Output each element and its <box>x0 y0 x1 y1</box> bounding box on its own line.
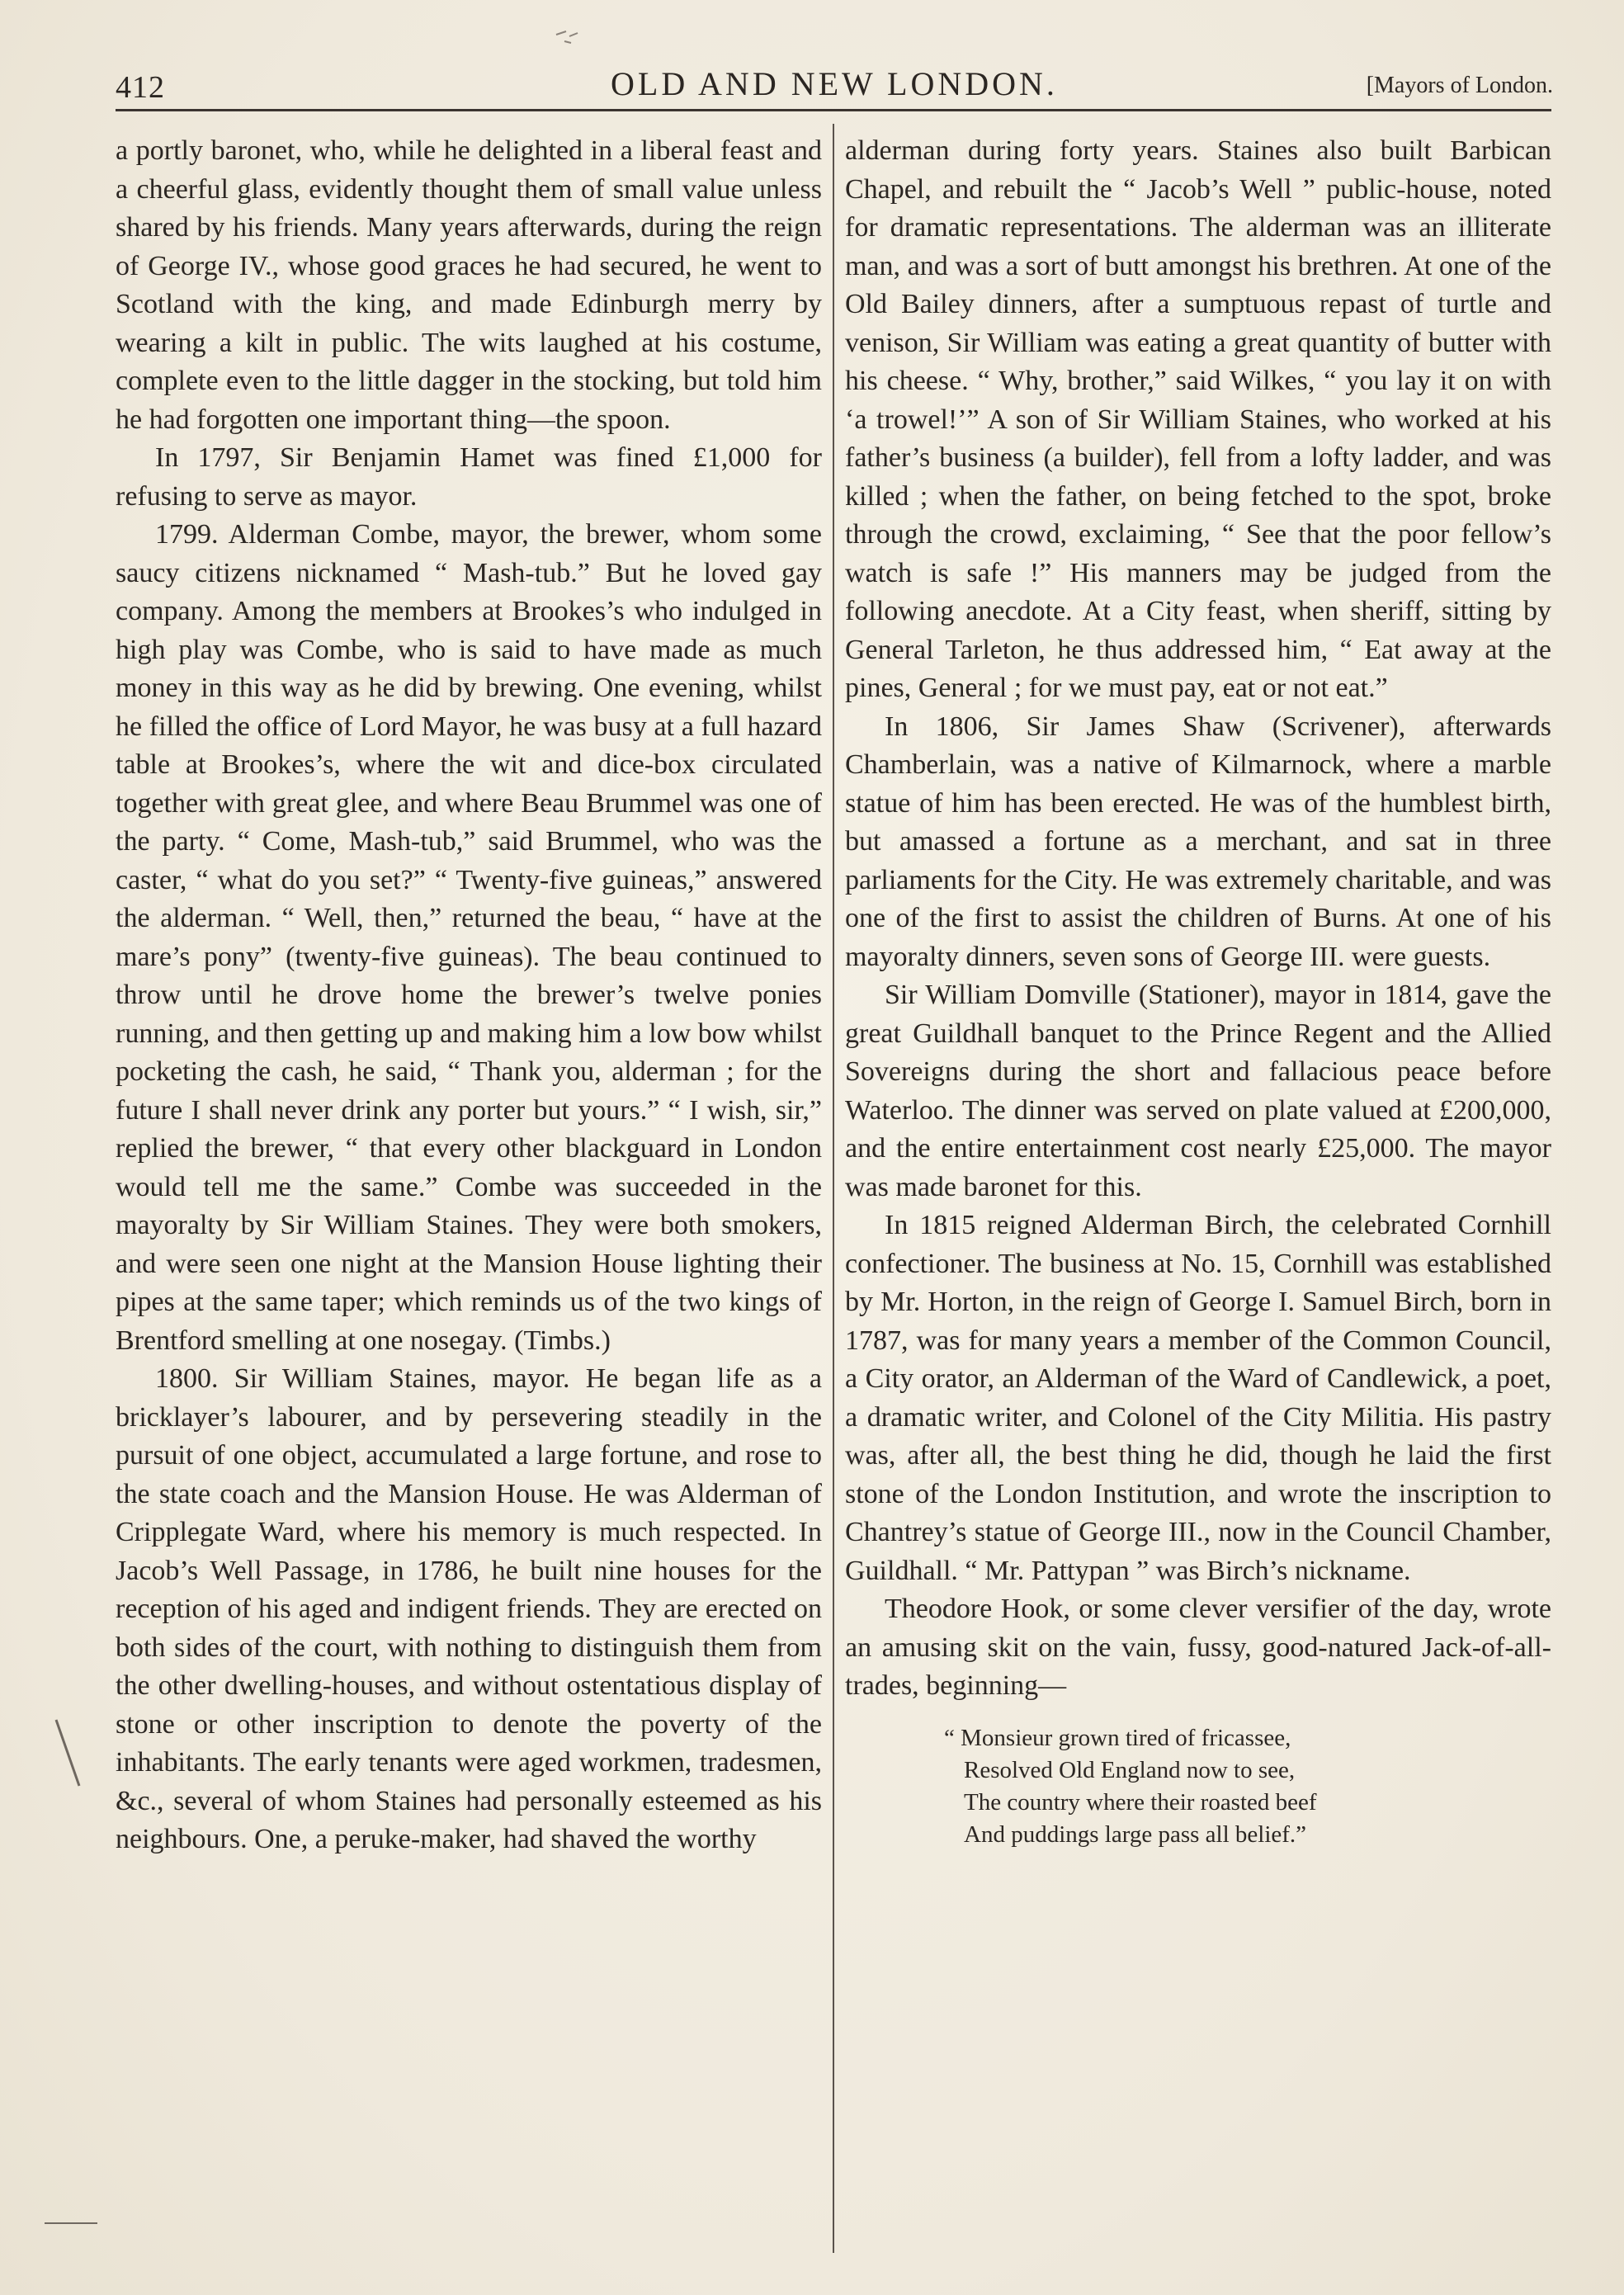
verse-quotation <box>944 1722 1551 1851</box>
margin-dash-mark <box>43 2218 101 2228</box>
margin-pencil-mark <box>51 1717 84 1791</box>
paragraph-1799-combe: 1799. Alderman Combe, mayor, the brewer, whom some saucy citizens nicknamed “ Mash-tub.” But he loved gay company. Among the members at Brookes’s who indulged in high play was Combe, who is said to have made as much money in this way as he did by brewing. One evening, whilst he filled the office of Lord Mayor, he was busy at a full hazard table at Brookes’s, where the wit and dice-box circulated together with great glee, and where Beau Brummel was one of the party. “ Come, Mash-tub,” said Brummel, who was the caster, “ what do you set?” “ Twenty-five guineas,” answered the alderman. “ Well, then,” returned the beau, “ have at the mare’s pony” (twenty-five guineas). The beau continued to throw until he drove home the brewer’s twelve ponies running, and then getting up and making him a low bow whilst pocketing the cash, he said, “ Thank you, alderman ; for the future I shall never drink any porter but yours.” “ I wish, sir,” replied the brewer, “ that every other blackguard in London would tell me the same.” Combe was succeeded in the mayoralty by Sir William Staines. They were both smokers, and were seen one night at the Mansion House lighting their pipes at the same taper; which reminds us of the two kings of Brentford smelling at one nosegay. (Timbs.) <box>116 519 822 1356</box>
right-column <box>845 132 1551 1851</box>
paragraph-1800-staines: 1800. Sir William Staines, mayor. He began life as a bricklayer’s labourer, and by persevering steadily in the pursuit of one object, accumulated a large fortune, and rose to the state coach and the Mansion House. He was Alderman of Cripplegate Ward, where his memory is much respected. In Jacob’s Well Passage, in 1786, he built nine houses for the reception of his aged and indigent friends. They are erected on both sides of the court, with nothing to distinguish them from the other dwelling-houses, and without ostentatious display of stone or other inscription to denote the poverty of the inhabitants. The early tenants were aged workmen, tradesmen, &c., several of whom Staines had personally esteemed as his neighbours. One, a peruke-maker, had shaved the worthy <box>116 1363 822 1854</box>
paragraph-1815-birch: In 1815 reigned Alderman Birch, the celebrated Cornhill confectioner. The business at No. 15, Cornhill was established by Mr. Horton, in the reign of George I. Samuel Birch, born in 1787, was for many years a member of the Common Council, a City orator, an Alderman of the Ward of Candlewick, a poet, a dramatic writer, and Colonel of the City Militia. His pastry was, after all, the best thing he did, though he laid the first stone of the London Institution, and wrote the inscription to Chantrey’s statue of George III., now in the Council Chamber, Guildhall. “ Mr. Pattypan ” was Birch’s nickname. <box>845 1210 1551 1586</box>
paragraph-baronet: a portly baronet, who, while he delighted in a liberal feast and a cheerful glass, evidently thought them of small value unless shared by his friends. Many years afterwards, during the reign of George IV., whose good graces he had secured, he went to Scotland with the king, and made Edinburgh merry by wearing a kilt in public. The wits laughed at his costume, complete even to the little dagger in the stocking, but told him he had forgotten one important thing—the spoon. <box>116 135 822 435</box>
verse-line: The country where their roasted beef <box>964 1788 1317 1816</box>
page-header <box>116 64 1553 107</box>
verse-line: “ Monsieur grown tired of fricassee, <box>944 1724 1291 1751</box>
top-ink-speck <box>553 23 586 48</box>
section-title: [Mayors of London. <box>1366 73 1553 98</box>
paragraph-theodore-hook: Theodore Hook, or some clever versifier of the day, wrote an amusing skit on the vain, fussy, good-natured Jack-of-all-trades, beginning— <box>845 1594 1551 1701</box>
paragraph-domville: Sir William Domville (Stationer), mayor in 1814, gave the great Guildhall banquet to the Prince Regent and the Allied Sovereigns during the short and fallacious peace before Waterloo. The dinner was served on plate valued at £200,000, and the entire entertainment cost nearly £25,000. The mayor was made baronet for this. <box>845 980 1551 1202</box>
paragraph-staines-continued: alderman during forty years. Staines also built Barbican Chapel, and rebuilt the “ Jacob’s Well ” public-house, noted for dramatic representations. The alderman was an illiterate man, and was a sort of butt amongst his brethren. At one of the Old Bailey dinners, after a sumptuous repast of turtle and venison, Sir William was eating a great quantity of butter with his cheese. “ Why, brother,” said Wilkes, “ you lay it on with ‘a trowel!’” A son of Sir William Staines, who worked at his father’s business (a builder), fell from a lofty ladder, and was killed ; when the father, on being fetched to the spot, broke through the crowd, exclaiming, “ See that the poor fellow’s watch is safe !” His manners may be judged from the following anecdote. At a City feast, when sheriff, sitting by General Tarleton, he thus addressed him, “ Eat away at the pines, General ; for we must pay, eat or not eat.” <box>845 135 1551 703</box>
verse-line: Resolved Old England now to see, <box>964 1756 1296 1783</box>
page-number: 412 <box>116 70 165 105</box>
verse-line: And puddings large pass all belief.” <box>964 1820 1307 1848</box>
running-title: OLD AND NEW LONDON. <box>611 65 1058 102</box>
column-divider <box>833 124 834 2253</box>
paragraph-1806-shaw: In 1806, Sir James Shaw (Scrivener), afterwards Chamberlain, was a native of Kilmarnock, where a marble statue of him has been erected. He was of the humblest birth, but amassed a fortune as a merchant, and sat in three parliaments for the City. He was extremely charitable, and was one of the first to assist the children of Burns. At one of his mayoralty dinners, seven sons of George III. were guests. <box>845 711 1551 972</box>
header-rule <box>116 109 1551 111</box>
paragraph-1797-hamet: In 1797, Sir Benjamin Hamet was fined £1,000 for refusing to serve as mayor. <box>116 442 822 512</box>
left-column <box>116 132 822 1859</box>
